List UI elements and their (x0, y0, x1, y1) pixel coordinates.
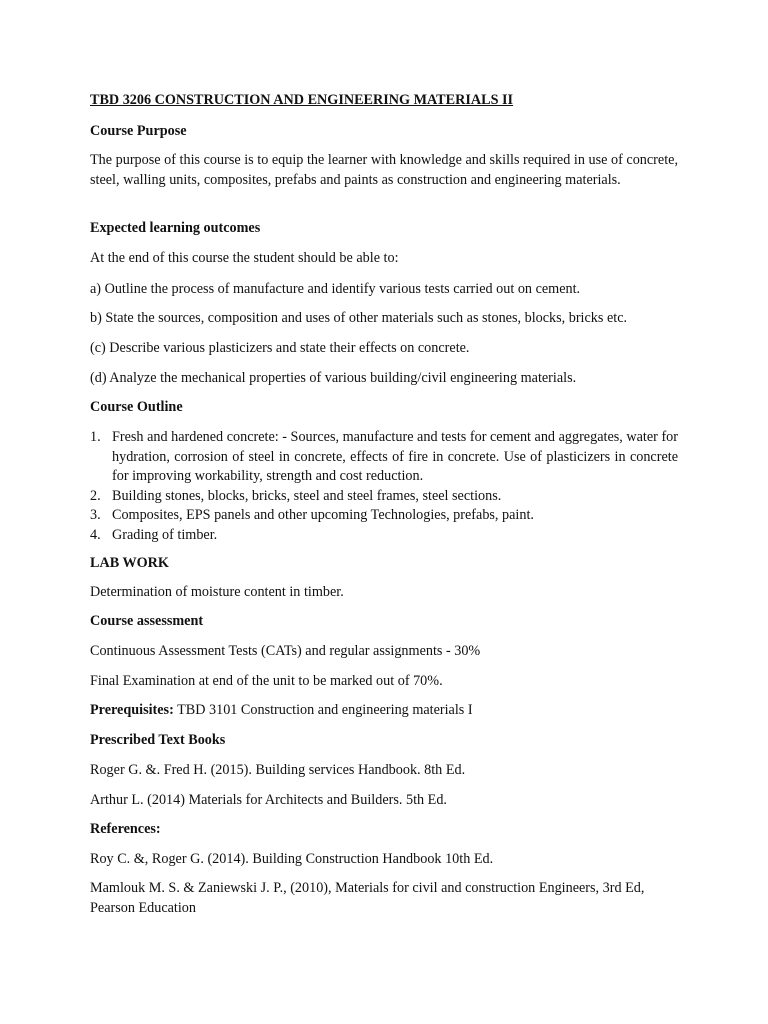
outline-item-text: Grading of timber. (112, 526, 218, 543)
outline-item-text: Fresh and hardened concrete: - Sources, manufacture and tests for cement and aggregates, water for hydration, corrosion of steel in concrete, effects of fire in concrete. Use of plasticizers in concrete for improving workability, strength and cost reduction. (112, 429, 678, 484)
assessment-heading: Course assessment (90, 613, 204, 629)
course-outline-list (90, 428, 678, 545)
outline-item-number: 2. (90, 487, 101, 504)
outline-item (90, 506, 678, 526)
outcomes-intro: At the end of this course the student should be able to: (90, 250, 399, 266)
outline-item-text: Building stones, blocks, bricks, steel and steel frames, steel sections. (112, 487, 502, 504)
outcome-item: b) State the sources, composition and uses of other materials such as stones, blocks, bricks etc. (90, 310, 628, 326)
outline-item-number: 3. (90, 507, 101, 523)
outcome-item: (c) Describe various plasticizers and state their effects on concrete. (90, 340, 470, 356)
outline-item-number: 4. (90, 526, 101, 543)
outline-item-text: Composites, EPS panels and other upcoming Technologies, prefabs, paint. (112, 507, 534, 523)
course-title: TBD 3206 CONSTRUCTION AND ENGINEERING MATERIALS II (90, 92, 514, 108)
prerequisites-text: TBD 3101 Construction and engineering materials I (173, 702, 473, 718)
assessment-final: Final Examination at end of the unit to be marked out of 70%. (90, 673, 443, 689)
prerequisites-label: Prerequisites: (90, 702, 174, 718)
textbook-item: Arthur L. (2014) Materials for Architects and Builders. 5th Ed. (90, 792, 447, 808)
references-heading: References: (90, 821, 161, 837)
textbook-item: Roger G. &. Fred H. (2015). Building services Handbook. 8th Ed. (90, 762, 466, 778)
prerequisites-line (90, 701, 678, 721)
reference-item: Roy C. &, Roger G. (2014). Building Construction Handbook 10th Ed. (90, 851, 494, 867)
outline-item (90, 487, 678, 507)
lab-work-heading: LAB WORK (90, 555, 169, 571)
assessment-cat: Continuous Assessment Tests (CATs) and regular assignments - 30% (90, 643, 481, 659)
outline-heading: Course Outline (90, 399, 183, 415)
course-purpose-heading: Course Purpose (90, 123, 187, 139)
outcomes-heading: Expected learning outcomes (90, 220, 261, 236)
outline-item (90, 526, 678, 546)
course-purpose-text: The purpose of this course is to equip the learner with knowledge and skills required in use of concrete, steel, walling units, composites, prefabs and paints as construction and engineering materials. (90, 152, 678, 188)
lab-work-text: Determination of moisture content in timber. (90, 584, 344, 600)
outline-item (90, 428, 678, 487)
reference-item: Mamlouk M. S. & Zaniewski J. P., (2010), Materials for civil and construction Engineers, 3rd Ed, Pearson Education (90, 880, 645, 916)
textbooks-heading: Prescribed Text Books (90, 732, 226, 748)
outline-item-number: 1. (90, 429, 101, 445)
outcome-item: (d) Analyze the mechanical properties of various building/civil engineering materials. (90, 370, 577, 386)
outcome-item: a) Outline the process of manufacture and identify various tests carried out on cement. (90, 281, 581, 297)
